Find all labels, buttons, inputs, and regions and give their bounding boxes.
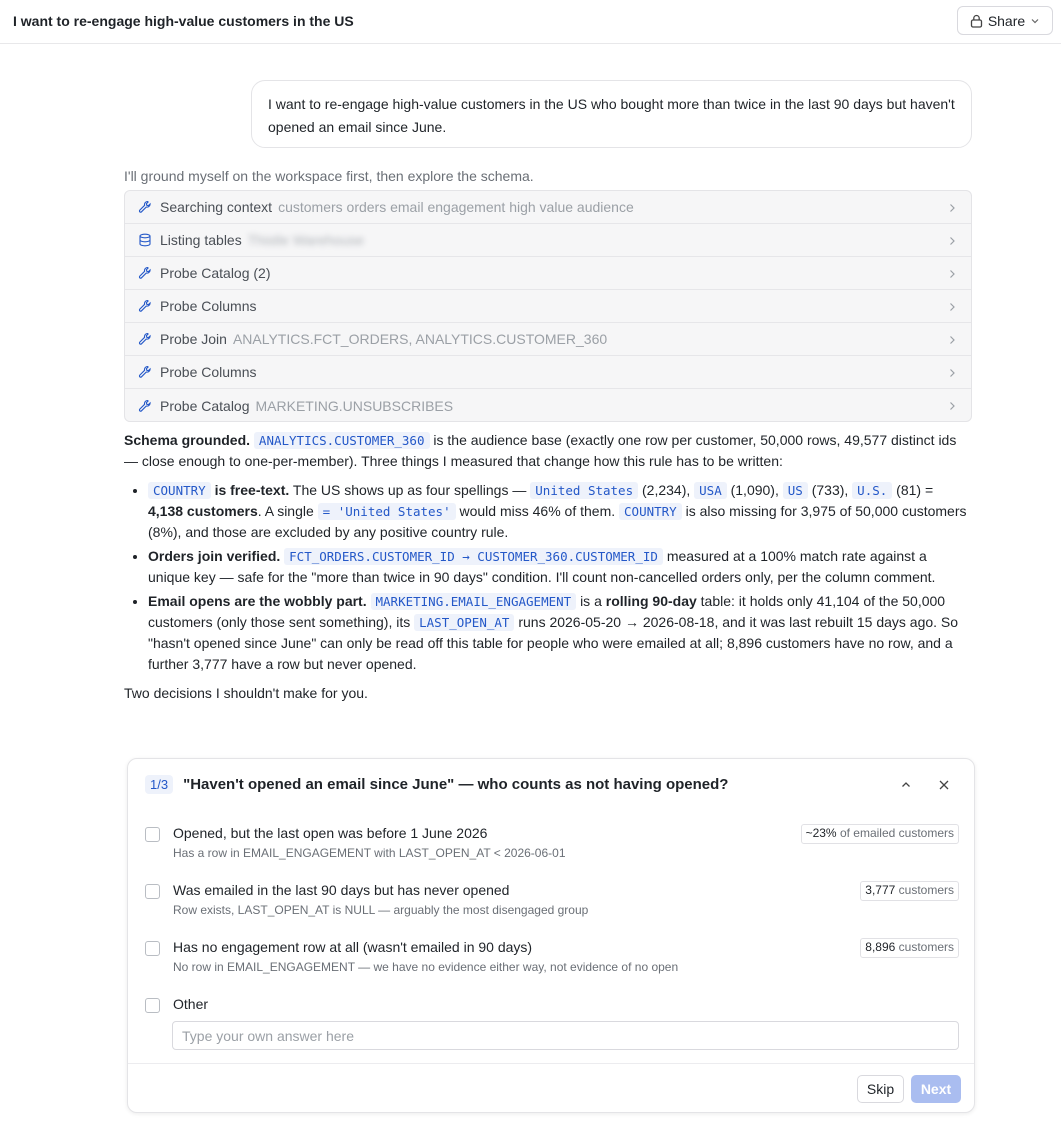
step-badge: 1/3 [145, 775, 173, 794]
count-text: (2,234), [642, 482, 691, 498]
code-u-s: U.S. [852, 482, 892, 499]
option-description: Has a row in EMAIL_ENGAGEMENT with LAST_OPEN_AT < 2026-06-01 [173, 846, 566, 860]
finding-heading: Orders join verified. [148, 548, 281, 564]
wrench-icon [138, 266, 152, 280]
card-footer-divider [128, 1063, 974, 1064]
tool-argument: customers orders email engagement high value audience [278, 199, 634, 215]
assistant-intro: I'll ground myself on the workspace first, then explore the schema. [124, 168, 534, 184]
tool-row-probe-join[interactable] [125, 323, 971, 356]
finding-text: measured at a 100% match rate against a unique key — safe for the "more than twice in 90 days" condition. I'll count non-cancelled orders only, per the column comment. [148, 548, 936, 585]
chevron-right-icon [947, 234, 957, 250]
finding-email-opens [148, 591, 972, 675]
option-checkbox[interactable] [145, 884, 160, 899]
chevron-right-icon [947, 366, 957, 382]
wrench-icon [138, 332, 152, 346]
tool-label: Listing tables [160, 232, 242, 248]
option-label: Other [173, 996, 209, 1012]
finding-country [148, 480, 972, 543]
code-united-states: United States [530, 482, 638, 499]
tool-row-searching-context[interactable] [125, 191, 971, 224]
count-suffix: customers [898, 883, 954, 897]
assistant-summary [124, 430, 972, 704]
code-equals-united-states: = 'United States' [318, 503, 456, 520]
option-checkbox[interactable] [145, 941, 160, 956]
finding-text: is also missing for 3,975 of 50,000 customers (8%), and those are excluded by any positive country rule. [148, 503, 967, 540]
code-us: US [783, 482, 808, 499]
option-label: Has no engagement row at all (wasn't emailed in 90 days) [173, 939, 533, 955]
code-email-engagement: MARKETING.EMAIL_ENGAGEMENT [371, 593, 577, 610]
finding-text: table: it holds only 41,104 of the 50,000 customers (only those sent something), its [148, 593, 946, 630]
question-header [145, 775, 728, 794]
count-suffix: customers [898, 940, 954, 954]
code-country: COUNTRY [619, 503, 682, 520]
equals-text: = [924, 482, 934, 498]
top-bar [0, 0, 1061, 44]
code-usa: USA [694, 482, 727, 499]
option-description: No row in EMAIL_ENGAGEMENT — we have no evidence either way, not evidence of no open [173, 960, 679, 974]
decisions-text: Two decisions I shouldn't make for you. [124, 685, 368, 701]
next-button[interactable]: Next [911, 1075, 961, 1103]
wrench-icon [138, 365, 152, 379]
question-card [127, 758, 975, 1113]
code-last-open-at: LAST_OPEN_AT [414, 614, 514, 631]
share-label: Share [987, 12, 1026, 29]
wrench-icon [138, 399, 152, 413]
finding-text: runs 2026-05-20 → 2026-08-18, and it was last rebuilt 15 days ago. So "hasn't opened since June" can only be read off this table for people who were emailed at all; 8,896 customers have no row, and a further 3,777 have a row but never opened. [148, 614, 959, 672]
count-text: (733), [811, 482, 849, 498]
finding-text: is a [580, 593, 602, 609]
tool-label: Probe Catalog (2) [160, 265, 271, 281]
count-value: ~23% [805, 826, 837, 840]
tool-argument-redacted: Thistle Warehouse [247, 232, 364, 248]
total-customers: 4,138 customers [148, 503, 258, 519]
count-text: (1,090), [730, 482, 779, 498]
database-icon [138, 233, 152, 247]
conversation-title: I want to re-engage high-value customers in the US [13, 13, 354, 29]
option-count-badge [801, 824, 959, 844]
chevron-right-icon [947, 399, 957, 415]
question-title: "Haven't opened an email since June" — who counts as not having opened? [183, 776, 729, 793]
findings-list [148, 480, 972, 675]
count-value: 3,777 [865, 883, 896, 897]
chevron-down-icon [1030, 16, 1040, 26]
chevron-right-icon [947, 201, 957, 217]
schema-paragraph [124, 430, 972, 472]
tool-label: Probe Columns [160, 364, 257, 380]
tool-label: Probe Catalog [160, 397, 250, 414]
finding-text: . A single [257, 503, 314, 519]
count-suffix: of emailed customers [839, 826, 954, 840]
code-country: COUNTRY [148, 482, 211, 499]
chevron-right-icon [947, 333, 957, 349]
option-label: Opened, but the last open was before 1 June 2026 [173, 825, 488, 841]
rolling-90-day: rolling 90-day [605, 593, 697, 609]
chevron-right-icon [947, 300, 957, 316]
tool-row-probe-columns[interactable] [125, 290, 971, 323]
tool-argument: ANALYTICS.FCT_ORDERS, ANALYTICS.CUSTOMER_360 [232, 331, 608, 347]
option-label: Was emailed in the last 90 days but has never opened [173, 882, 510, 898]
count-value: 8,896 [865, 940, 896, 954]
finding-orders-join [148, 546, 972, 588]
close-icon[interactable] [938, 778, 950, 794]
count-text: (81) [896, 482, 922, 498]
option-checkbox[interactable] [145, 998, 160, 1013]
tool-label: Probe Join [160, 331, 227, 347]
finding-text: The US shows up as four spellings — [292, 482, 527, 498]
tool-call-list [124, 190, 972, 422]
wrench-icon [138, 200, 152, 214]
option-count-badge [860, 881, 959, 901]
tool-label: Probe Columns [160, 298, 257, 314]
schema-text: is the audience base (exactly one row per customer, 50,000 rows, 49,577 distinct ids — close enough to one-per-member). Three things I measured that change how this rule has to be written: [124, 432, 957, 469]
wrench-icon [138, 299, 152, 313]
finding-heading: is free-text. [214, 482, 290, 498]
tool-row-probe-columns-2[interactable] [125, 356, 971, 389]
user-message-bubble: I want to re-engage high-value customers in the US who bought more than twice in the last 90 days but haven't opened an email since June. [251, 80, 972, 148]
finding-text: would miss 46% of them. [459, 503, 616, 519]
option-checkbox[interactable] [145, 827, 160, 842]
finding-heading: Email opens are the wobbly part. [148, 593, 367, 609]
tool-row-probe-catalog-2[interactable] [125, 257, 971, 290]
lock-icon [970, 14, 983, 28]
tool-row-probe-catalog[interactable] [125, 389, 971, 422]
tool-label: Searching context [160, 199, 273, 215]
schema-grounded-heading: Schema grounded. [124, 432, 251, 448]
code-join-key: FCT_ORDERS.CUSTOMER_ID → CUSTOMER_360.CUSTOMER_ID [284, 548, 663, 565]
other-answer-input[interactable] [172, 1021, 959, 1050]
option-count-badge [860, 938, 959, 958]
code-customer-360: ANALYTICS.CUSTOMER_360 [254, 432, 430, 449]
chevron-right-icon [947, 267, 957, 283]
option-description: Row exists, LAST_OPEN_AT is NULL — arguably the most disengaged group [173, 903, 589, 917]
tool-row-listing-tables[interactable] [125, 224, 971, 257]
share-button[interactable] [957, 6, 1053, 35]
tool-argument: MARKETING.UNSUBSCRIBES [255, 397, 454, 414]
skip-button[interactable]: Skip [857, 1075, 904, 1103]
chevron-up-icon[interactable] [900, 778, 912, 794]
